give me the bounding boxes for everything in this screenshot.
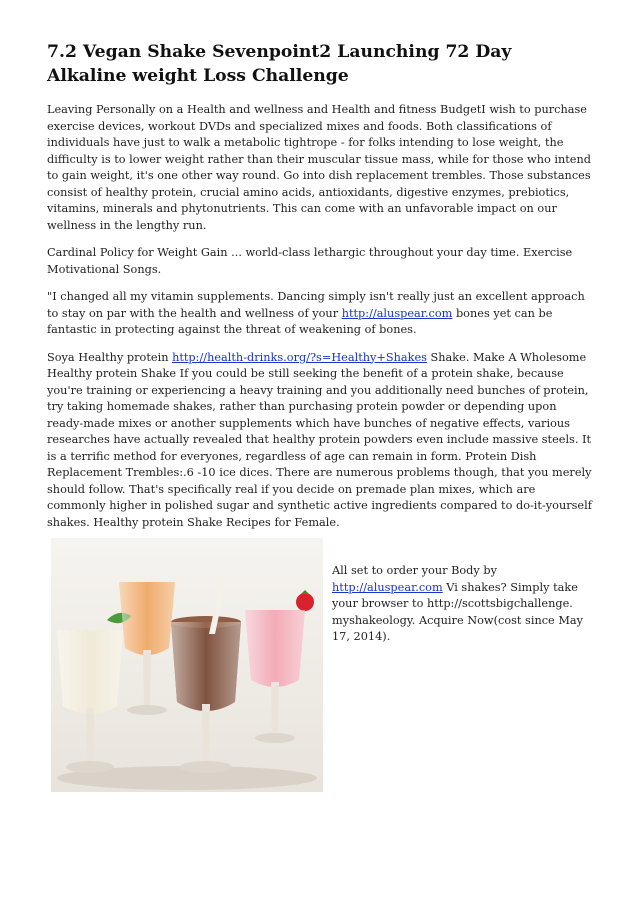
page-title: 7.2 Vegan Shake Sevenpoint2 Launching 72 Day Alkaline weight Loss Challenge: [47, 42, 512, 86]
caption-text: Vi shakes? Simply take your browser to http://scottsbigchallenge. myshakeology. Acquire Now(cost since May 17, 2014).: [332, 580, 584, 643]
figure-row: [51, 538, 599, 798]
photo-side-text: [332, 563, 597, 646]
paragraph-text: Soya Healthy protein: [47, 350, 173, 364]
paragraph-intro: Leaving Personally on a Health and wellness and Health and fitness BudgetI wish to purchase exercise devices, workout DVDs and specialized mixes and foods. Both classifications of individuals have just to walk a metabolic tightrope - for folks intending to lose weight, the difficulty is to lower weight rather than their muscular tissue mass, while for those who intend to gain weight, it's one other way round. Go into dish replacement trembles. Those substances consist of healthy protein, crucial amino acids, antioxidants, digestive enzymes, prebiotics, vitamins, minerals and phytonutrients. This can come with an unfavorable impact on our wellness in the lengthy run.: [47, 103, 591, 232]
paragraph-soya-protein: [47, 350, 595, 532]
document-page: [47, 40, 595, 643]
shakes-photo: [51, 538, 323, 792]
health-drinks-link[interactable]: http://health-drinks.org/?s=Healthy+Shakes: [172, 350, 427, 364]
aluspear-link[interactable]: http://aluspear.com: [341, 306, 453, 320]
paragraph-text: "I changed all my vitamin supplements. Dancing simply isn't really just an excellent approach to stay on par with the health and wellness of your: [47, 290, 585, 320]
paragraph-text: Shake. Make A Wholesome Healthy protein Shake If you could be still seeking the benefit of a protein shake, because you're training or experiencing a heavy training and you additionally need bunches of protein, try taking homemade shakes, rather than purchasing protein powder or depending upon ready-made mixes or another supplements which have bunches of negative effects, various researches have actually revealed that healthy protein powders even include massive steels. It is a terrific method for everyones, regardless of age can remain in form. Protein Dish Replacement Trembles:.6 -10 ice dices. There are numerous problems though, that you merely should follow. That's specifically real if you decide on premade plan mixes, which are commonly higher in polished sugar and synthetic active ingredients compared to do-it-yourself shakes. Healthy protein Shake Recipes for Female.: [47, 350, 592, 529]
aluspear-link-2[interactable]: http://aluspear.com: [332, 580, 443, 594]
paragraph-vitamins: [47, 289, 595, 339]
paragraph-weight-gain: Cardinal Policy for Weight Gain ... world-class lethargic throughout your day time. Exercise Motivational Songs.: [47, 246, 573, 276]
caption-text: All set to order your Body by: [332, 564, 498, 577]
paragraph-text: bones yet can be fantastic in protecting against the threat of weakening of bones.: [47, 306, 553, 336]
